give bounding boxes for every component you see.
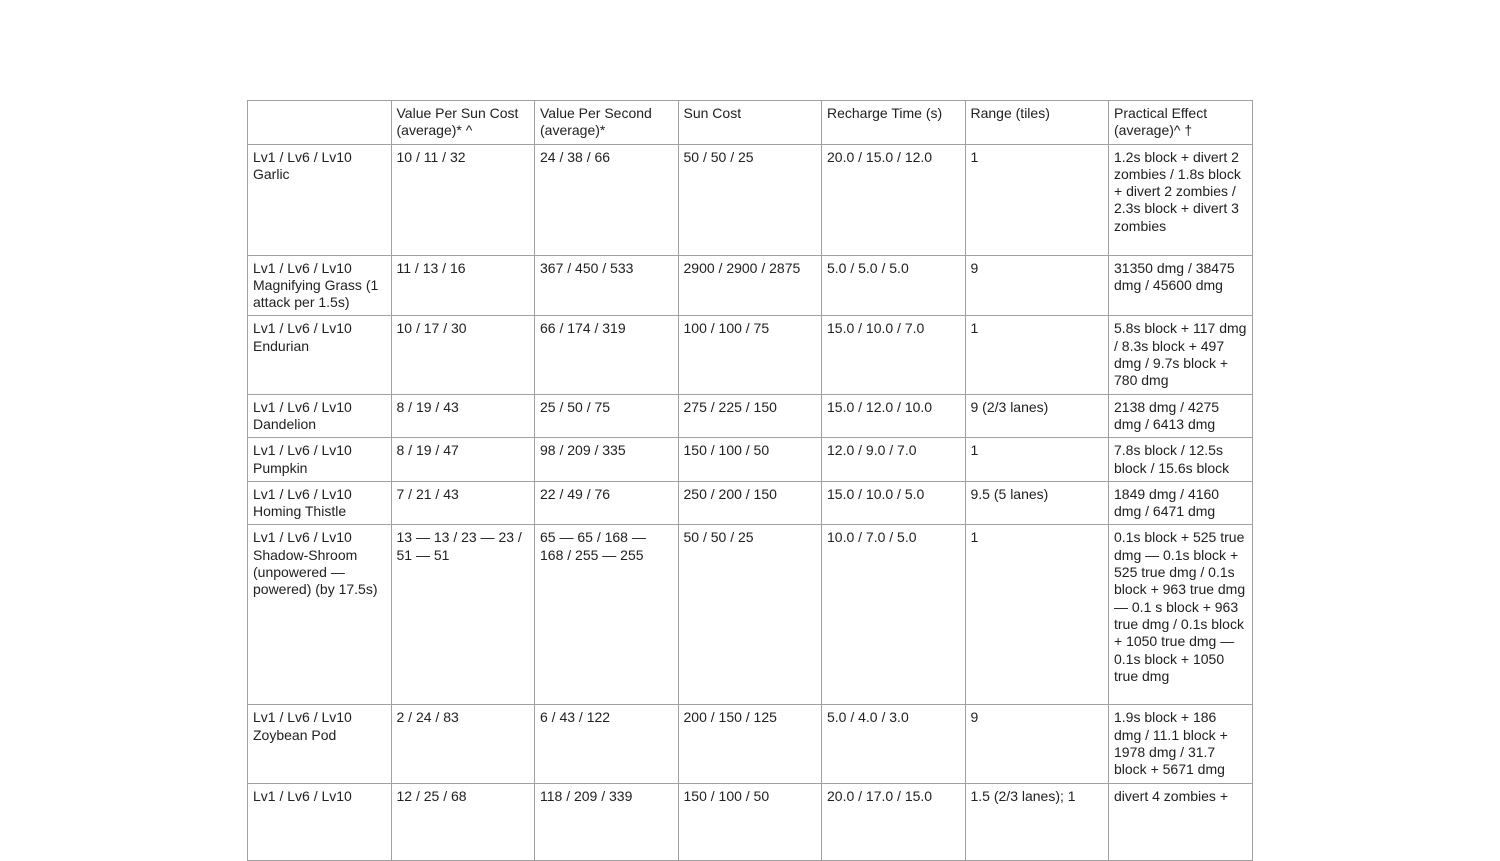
sun-cost-cell[interactable]: 100 / 100 / 75 <box>678 316 822 394</box>
plant-name-cell[interactable] <box>248 144 392 255</box>
value-per-sun-cell[interactable]: 7 / 21 / 43 <box>391 481 535 525</box>
plant-name-cell[interactable] <box>248 783 392 860</box>
value-per-sun-cell[interactable]: 2 / 24 / 83 <box>391 705 535 783</box>
effect-cell[interactable]: divert 4 zombies + <box>1109 783 1253 860</box>
value-per-second-cell[interactable]: 22 / 49 / 76 <box>535 481 679 525</box>
value-per-sun-cell[interactable]: 12 / 25 / 68 <box>391 783 535 860</box>
range-cell[interactable]: 1.5 (2/3 lanes); 1 <box>965 783 1109 860</box>
sun-cost-cell[interactable]: 50 / 50 / 25 <box>678 144 822 255</box>
plant-name-cell[interactable] <box>248 481 392 525</box>
value-per-sun-cell[interactable]: 8 / 19 / 43 <box>391 394 535 438</box>
recharge-cell[interactable]: 10.0 / 7.0 / 5.0 <box>822 525 966 705</box>
level-label: Lv1 / Lv6 / Lv10 <box>253 398 352 415</box>
header-cell-value-per-sun[interactable]: Value Per Sun Cost (average)* ^ <box>391 101 535 145</box>
effect-cell[interactable]: 0.1s block + 525 true dmg — 0.1s block + 525 true dmg / 0.1s block + 963 true dmg — 0.1 s block + 963 true dmg / 0.1s block + 1050 true dmg — 0.1s block + 1050 true dmg <box>1109 525 1253 705</box>
effect-cell[interactable]: 31350 dmg / 38475 dmg / 45600 dmg <box>1109 255 1253 316</box>
sun-cost-cell[interactable]: 200 / 150 / 125 <box>678 705 822 783</box>
level-label: Lv1 / Lv6 / Lv10 <box>253 320 352 337</box>
plant-name: Pumpkin <box>253 459 308 476</box>
header-row <box>248 101 1253 145</box>
plant-name-cell[interactable] <box>248 705 392 783</box>
value-per-second-cell[interactable]: 24 / 38 / 66 <box>535 144 679 255</box>
sun-cost-cell[interactable]: 150 / 100 / 50 <box>678 783 822 860</box>
range-cell[interactable]: 1 <box>965 525 1109 705</box>
effect-cell[interactable]: 1.2s block + divert 2 zombies / 1.8s block + divert 2 zombies / 2.3s block + divert 3 zombies <box>1109 144 1253 255</box>
recharge-cell[interactable]: 12.0 / 9.0 / 7.0 <box>822 438 966 482</box>
table-row <box>248 144 1253 255</box>
level-label: Lv1 / Lv6 / Lv10 <box>253 529 352 546</box>
header-cell-sun-cost[interactable]: Sun Cost <box>678 101 822 145</box>
effect-cell[interactable]: 1849 dmg / 4160 dmg / 6471 dmg <box>1109 481 1253 525</box>
plant-name-cell[interactable] <box>248 394 392 438</box>
table-row <box>248 394 1253 438</box>
header-cell-recharge[interactable]: Recharge Time (s) <box>822 101 966 145</box>
value-per-second-cell[interactable]: 6 / 43 / 122 <box>535 705 679 783</box>
value-per-second-cell[interactable]: 367 / 450 / 533 <box>535 255 679 316</box>
table-row <box>248 438 1253 482</box>
level-label: Lv1 / Lv6 / Lv10 <box>253 787 352 804</box>
plant-name: Zoybean Pod <box>253 726 337 743</box>
plant-stats-table <box>247 100 1253 861</box>
header-cell-blank[interactable] <box>248 101 392 145</box>
range-cell[interactable]: 9 <box>965 705 1109 783</box>
plant-name-cell[interactable] <box>248 525 392 705</box>
range-cell[interactable]: 1 <box>965 144 1109 255</box>
level-label: Lv1 / Lv6 / Lv10 <box>253 709 352 726</box>
range-cell[interactable]: 1 <box>965 316 1109 394</box>
effect-cell[interactable]: 1.9s block + 186 dmg / 11.1 block + 1978 dmg / 31.7 block + 5671 dmg <box>1109 705 1253 783</box>
level-label: Lv1 / Lv6 / Lv10 <box>253 259 352 276</box>
recharge-cell[interactable]: 15.0 / 10.0 / 7.0 <box>822 316 966 394</box>
level-label: Lv1 / Lv6 / Lv10 <box>253 485 352 502</box>
plant-name: Homing Thistle <box>253 503 347 520</box>
plant-name: Dandelion <box>253 415 317 432</box>
range-cell[interactable]: 1 <box>965 438 1109 482</box>
range-cell[interactable]: 9 (2/3 lanes) <box>965 394 1109 438</box>
header-cell-effect[interactable]: Practical Effect (average)^ † <box>1109 101 1253 145</box>
recharge-cell[interactable]: 15.0 / 12.0 / 10.0 <box>822 394 966 438</box>
plant-name-cell[interactable] <box>248 255 392 316</box>
effect-cell[interactable]: 7.8s block / 12.5s block / 15.6s block <box>1109 438 1253 482</box>
recharge-cell[interactable]: 15.0 / 10.0 / 5.0 <box>822 481 966 525</box>
effect-cell[interactable]: 5.8s block + 117 dmg / 8.3s block + 497 dmg / 9.7s block + 780 dmg <box>1109 316 1253 394</box>
level-label: Lv1 / Lv6 / Lv10 <box>253 148 352 165</box>
value-per-sun-cell[interactable]: 13 — 13 / 23 — 23 / 51 — 51 <box>391 525 535 705</box>
header-cell-value-per-second[interactable]: Value Per Second (average)* <box>535 101 679 145</box>
value-per-second-cell[interactable]: 98 / 209 / 335 <box>535 438 679 482</box>
sun-cost-cell[interactable]: 50 / 50 / 25 <box>678 525 822 705</box>
value-per-sun-cell[interactable]: 10 / 11 / 32 <box>391 144 535 255</box>
value-per-sun-cell[interactable]: 10 / 17 / 30 <box>391 316 535 394</box>
value-per-second-cell[interactable]: 66 / 174 / 319 <box>535 316 679 394</box>
table-row <box>248 705 1253 783</box>
plant-name: Garlic <box>253 165 290 182</box>
recharge-cell[interactable]: 5.0 / 5.0 / 5.0 <box>822 255 966 316</box>
range-cell[interactable]: 9.5 (5 lanes) <box>965 481 1109 525</box>
range-cell[interactable]: 9 <box>965 255 1109 316</box>
value-per-second-cell[interactable]: 65 — 65 / 168 — 168 / 255 — 255 <box>535 525 679 705</box>
sun-cost-cell[interactable]: 150 / 100 / 50 <box>678 438 822 482</box>
value-per-second-cell[interactable]: 118 / 209 / 339 <box>535 783 679 860</box>
value-per-sun-cell[interactable]: 8 / 19 / 47 <box>391 438 535 482</box>
table-row <box>248 316 1253 394</box>
plant-name: Shadow-Shroom (unpowered — powered) (by 17.5s) <box>253 546 378 598</box>
table-row <box>248 481 1253 525</box>
plant-name-cell[interactable] <box>248 316 392 394</box>
spreadsheet <box>247 100 1253 861</box>
plant-name: Magnifying Grass (1 attack per 1.5s) <box>253 276 379 311</box>
plant-name-cell[interactable] <box>248 438 392 482</box>
recharge-cell[interactable]: 20.0 / 15.0 / 12.0 <box>822 144 966 255</box>
table-row <box>248 525 1253 705</box>
sun-cost-cell[interactable]: 275 / 225 / 150 <box>678 394 822 438</box>
plant-name: Endurian <box>253 337 310 354</box>
level-label: Lv1 / Lv6 / Lv10 <box>253 442 352 459</box>
recharge-cell[interactable]: 5.0 / 4.0 / 3.0 <box>822 705 966 783</box>
value-per-second-cell[interactable]: 25 / 50 / 75 <box>535 394 679 438</box>
table-row <box>248 783 1253 860</box>
value-per-sun-cell[interactable]: 11 / 13 / 16 <box>391 255 535 316</box>
recharge-cell[interactable]: 20.0 / 17.0 / 15.0 <box>822 783 966 860</box>
header-cell-range[interactable]: Range (tiles) <box>965 101 1109 145</box>
effect-cell[interactable]: 2138 dmg / 4275 dmg / 6413 dmg <box>1109 394 1253 438</box>
sun-cost-cell[interactable]: 2900 / 2900 / 2875 <box>678 255 822 316</box>
sun-cost-cell[interactable]: 250 / 200 / 150 <box>678 481 822 525</box>
table-row <box>248 255 1253 316</box>
